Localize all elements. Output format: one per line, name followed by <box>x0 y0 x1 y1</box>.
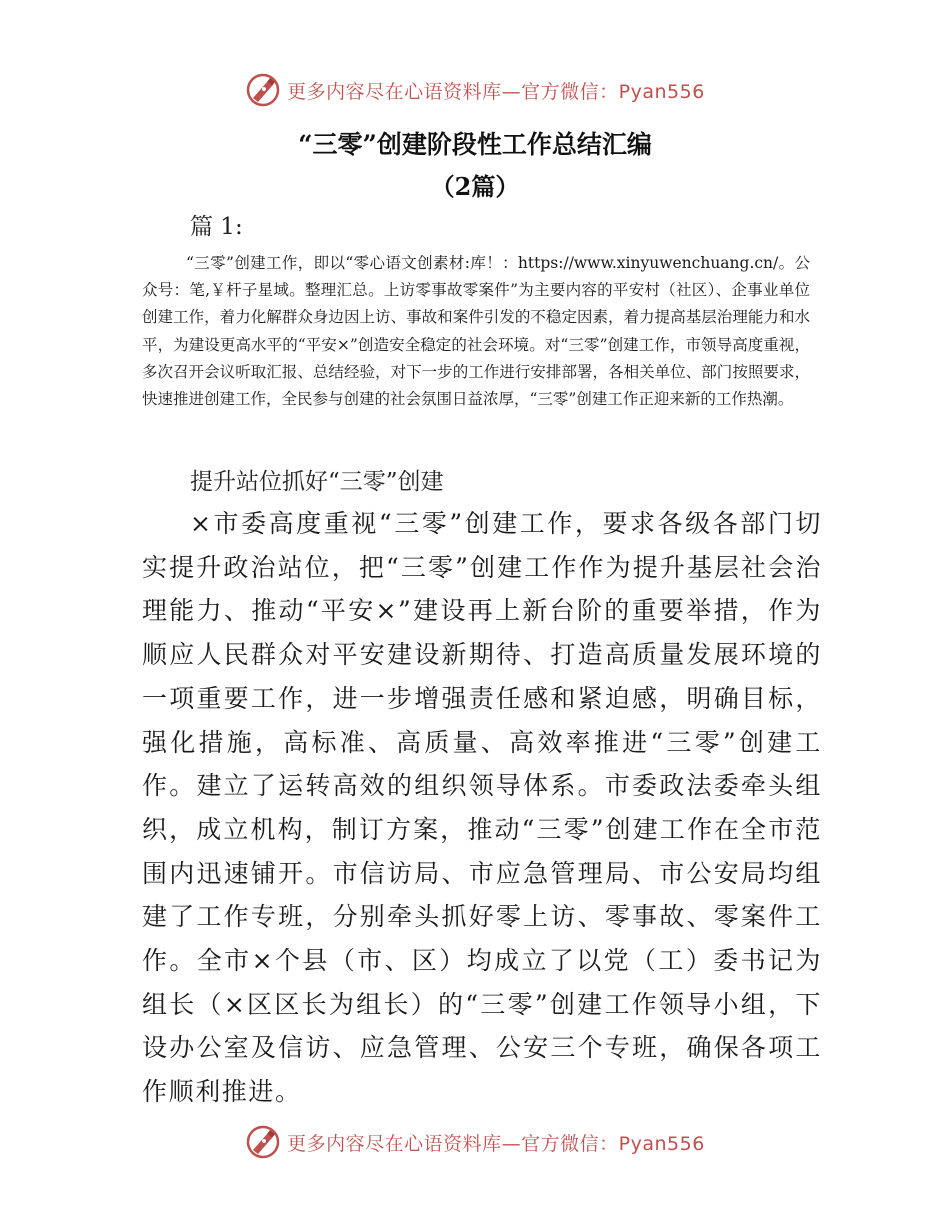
pen-nib-logo-icon <box>245 1124 281 1160</box>
footer-banner <box>0 1122 950 1162</box>
intro-paragraph-text: “三零”创建工作，即以“零心语文创素材:库！：https://www.xinyuwenchuang.cn/。公众号：笔,￥杆子星域。整理汇总。上访零事故零案件”为主要内容的平安村（社区）、企事业单位创建工作，着力化解群众身边因上访、事故和案件引发的不稳定因素，着力提高基层治理能力和水平，为建设更高水平的“平安×”创造安全稳定的社会环境。对“三零”创建工作，市领导高度重视，多次召开会议听取汇报、总结经验，对下一步的工作进行安排部署，各相关单位、部门按照要求，快速推进创建工作，全民参与创建的社会氛围日益浓厚，“三零”创建工作正迎来新的工作热潮。 <box>142 254 810 409</box>
subheading: 提升站位抓好“三零”创建 <box>190 469 444 495</box>
document-title: “三零”创建阶段性工作总结汇编 <box>298 130 652 159</box>
footer-banner-text: 更多内容尽在心语资料库—官方微信：Pyan556 <box>287 1132 705 1155</box>
pen-nib-logo-icon <box>245 72 281 108</box>
section-label: 篇 1: <box>190 214 243 240</box>
intro-paragraph <box>142 250 810 413</box>
header-banner-text: 更多内容尽在心语资料库—官方微信：Pyan556 <box>287 80 705 103</box>
body-paragraph-text: ×市委高度重视“三零”创建工作，要求各级各部门切实提升政治站位，把“三零”创建工作作为提升基层社会治理能力、推动“平安×”建设再上新台阶的重要举措，作为顺应人民群众对平安建设新期待、打造高质量发展环境的一项重要工作，进一步增强责任感和紧迫感，明确目标，强化措施，高标准、高质量、高效率推进“三零”创建工作。建立了运转高效的组织领导体系。市委政法委牵头组织，成立机构，制订方案，推动“三零”创建工作在全市范围内迅速铺开。市信访局、市应急管理局、市公安局均组建了工作专班，分别牵头抓好零上访、零事故、零案件工作。全市×个县（市、区）均成立了以党（工）委书记为组长（×区区长为组长）的“三零”创建工作领导小组，下设办公室及信访、应急管理、公安三个专班，确保各项工作顺利推进。 <box>142 509 822 1107</box>
document-subtitle: （2篇） <box>430 172 520 201</box>
body-paragraph <box>142 502 822 1114</box>
header-banner <box>0 70 950 110</box>
